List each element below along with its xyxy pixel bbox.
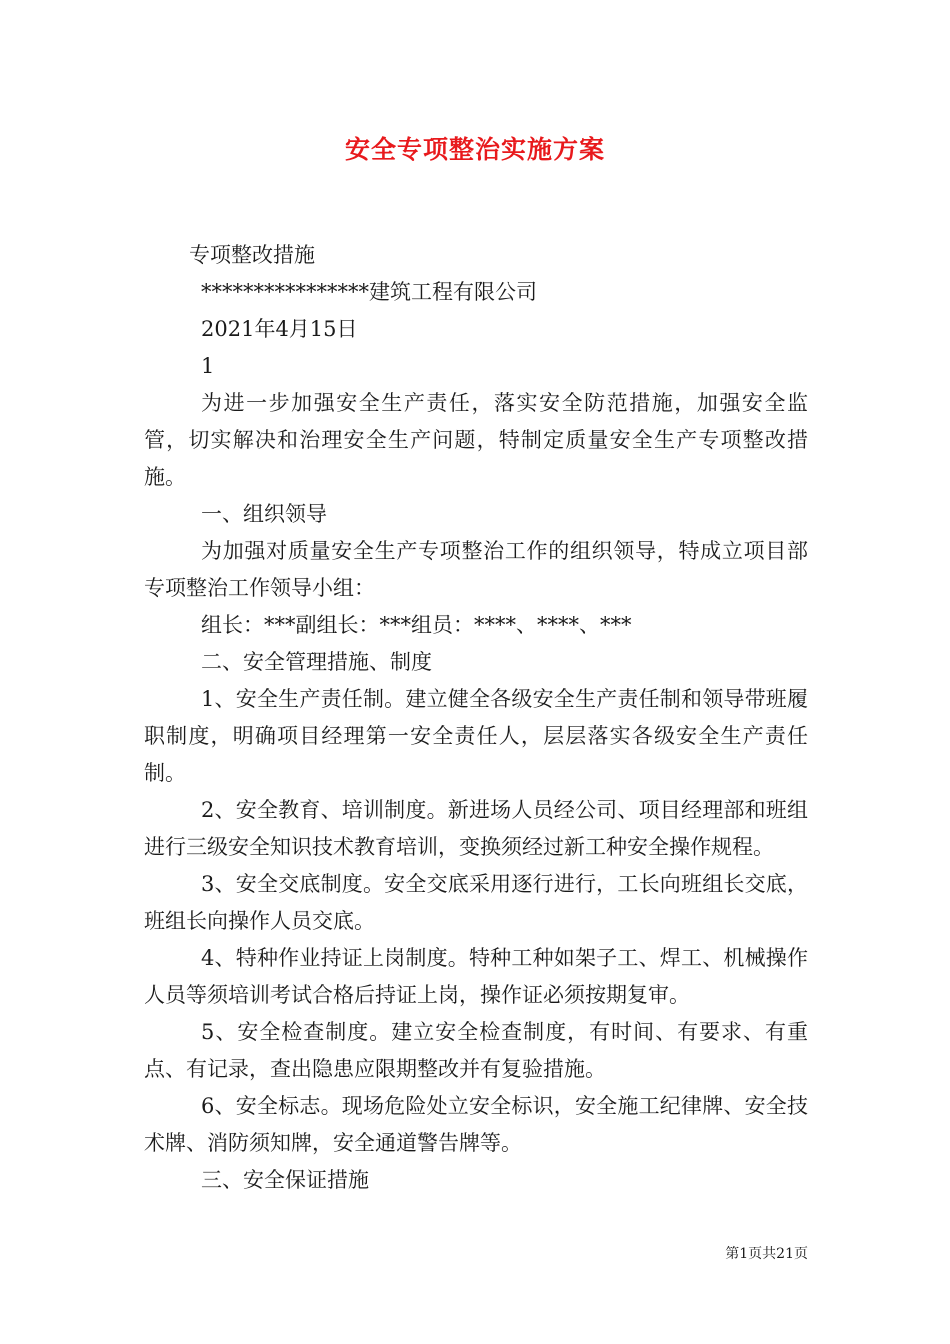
- list-item-responsibility: 1、安全生产责任制。建立健全各级安全生产责任制和领导带班履职制度，明确项目经理第一安全责任人，层层落实各级安全生产责任制。: [144, 687, 808, 785]
- list-item-briefing: 3、安全交底制度。安全交底采用逐行进行，工长向班组长交底，班组长向操作人员交底。: [144, 872, 808, 933]
- paragraph-group-members: 组长：***副组长：***组员：****、****、***: [201, 613, 632, 637]
- meta-company: ****************建筑工程有限公司: [201, 280, 537, 304]
- paragraph-intro: 为进一步加强安全生产责任，落实安全防范措施，加强安全监管，切实解决和治理安全生产问题，特制定质量安全生产专项整改措施。: [144, 391, 808, 489]
- section-heading-guarantee: 三、安全保证措施: [201, 1168, 369, 1192]
- document-body: [144, 237, 808, 1199]
- document-title: 安全专项整治实施方案: [344, 135, 605, 164]
- paragraph-organization: 为加强对质量安全生产专项整治工作的组织领导，特成立项目部专项整治工作领导小组：: [144, 539, 808, 600]
- list-item-inspection: 5、安全检查制度。建立安全检查制度，有时间、有要求、有重点、有记录，查出隐患应限期整改并有复验措施。: [144, 1020, 808, 1081]
- meta-number: 1: [201, 354, 215, 378]
- list-item-signage: 6、安全标志。现场危险处立安全标识，安全施工纪律牌、安全技术牌、消防须知牌，安全通道警告牌等。: [144, 1094, 808, 1155]
- list-item-certification: 4、特种作业持证上岗制度。特种工种如架子工、焊工、机械操作人员等须培训考试合格后持证上岗，操作证必须按期复审。: [144, 946, 808, 1007]
- section-heading-management: 二、安全管理措施、制度: [201, 650, 432, 674]
- page-footer: 第1页共21页: [725, 1246, 808, 1262]
- meta-heading: 专项整改措施: [189, 243, 315, 267]
- section-heading-organization: 一、组织领导: [201, 502, 327, 526]
- meta-date: 2021年4月15日: [201, 317, 358, 341]
- list-item-training: 2、安全教育、培训制度。新进场人员经公司、项目经理部和班组进行三级安全知识技术教育培训，变换须经过新工种安全操作规程。: [144, 798, 808, 859]
